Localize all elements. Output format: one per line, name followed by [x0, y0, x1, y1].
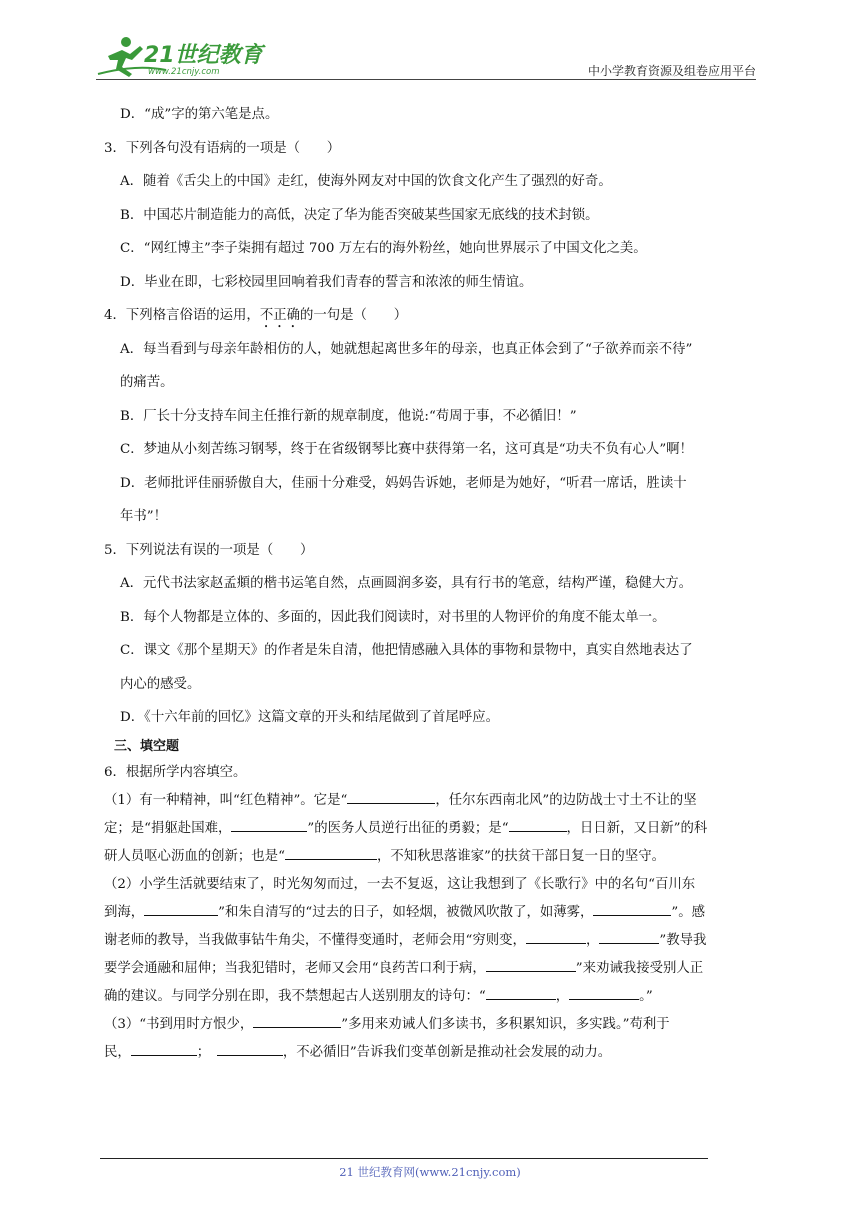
q6-p2-line4: 要学会通融和屈伸；当我犯错时，老师又会用“良药苦口利于病， ”来劝诫我接受别人正	[104, 960, 704, 976]
q5-option-c: C．课文《那个星期天》的作者是朱自清，他把情感融入具体的事物和景物中，真实自然地表达了	[120, 643, 693, 658]
q4-option-d: D．老师批评佳丽骄傲自大，佳丽十分难受，妈妈告诉她，老师是为她好，“听君一席话，胜读十	[120, 475, 687, 491]
header-divider	[96, 79, 756, 80]
fill-blank[interactable]	[285, 847, 377, 860]
fill-blank[interactable]	[131, 1043, 197, 1056]
q6-p1-line3: 研人员呕心沥血的创新；也是“ ，不知秋思落谁家”的扶贫干部日复一日的坚守。	[104, 848, 665, 864]
q5-option-c-cont: 内心的感受。	[120, 676, 201, 692]
q5-option-b: B．每个人物都是立体的、多面的，因此我们阅读时，对书里的人物评价的角度不能太单一。	[120, 609, 666, 625]
fill-blank[interactable]	[347, 791, 435, 804]
svg-text:www.21cnjy.com: www.21cnjy.com	[148, 67, 220, 77]
emphasis-text: 不正确	[259, 308, 300, 323]
q4-stem: 4．下列格言俗语的运用，不正确的一句是（ ）	[104, 308, 408, 323]
q6-p2-line3: 谢老师的教导，当我做事钻牛角尖，不懂得变通时，老师会用“穷则变， ， ”教导我	[104, 932, 707, 948]
fill-blank[interactable]	[486, 959, 576, 972]
q6-p1-line1: （1）有一种精神，叫“红色精神”。它是“ ，任尔东西南北风”的边防战士寸土不让的坚	[104, 792, 697, 808]
q4-option-c: C．梦迪从小刻苦练习钢琴，终于在省级钢琴比赛中获得第一名，这可真是“功夫不负有心人”啊！	[120, 442, 693, 457]
q5-stem: 5．下列说法有误的一项是（ ）	[104, 542, 314, 558]
fill-blank[interactable]	[486, 987, 556, 1000]
fill-blank[interactable]	[231, 819, 307, 832]
q6-p1-line2: 定；是“捐躯赴国难， ”的医务人员逆行出征的勇毅；是“ ，日日新，又日新”的科	[104, 820, 708, 836]
fill-blank[interactable]	[569, 987, 639, 1000]
q4-option-a: A．每当看到与母亲年龄相仿的人，她就想起离世多年的母亲，也真正体会到了“子欲养而亲不待”	[120, 341, 693, 357]
footer-divider	[100, 1158, 708, 1159]
q6-p2-line2: 到海， ”和朱自清写的“过去的日子，如轻烟，被微风吹散了，如薄雾， ”。感	[104, 904, 706, 920]
q2-option-d: D．“成”字的第六笔是点。	[120, 107, 279, 122]
q3-option-b: B．中国芯片制造能力的高低，决定了华为能否突破某些国家无底线的技术封锁。	[120, 207, 599, 223]
fill-blank[interactable]	[144, 903, 218, 916]
q6-p2-line1: （2）小学生活就要结束了，时光匆匆而过，一去不复返，这让我想到了《长歌行》中的名句“百川东	[104, 876, 696, 892]
q6-p3-line2: 民， ； ，不必循旧”告诉我们变革创新是推动社会发展的动力。	[104, 1044, 612, 1060]
platform-name: 中小学教育资源及组卷应用平台	[587, 64, 756, 78]
page-header	[96, 34, 756, 80]
q3-option-a: A．随着《舌尖上的中国》走红，使海外网友对中国的饮食文化产生了强烈的好奇。	[120, 174, 612, 189]
fill-blank[interactable]	[599, 931, 659, 944]
fill-blank[interactable]	[253, 1015, 341, 1028]
q4-option-b: B．厂长十分支持车间主任推行新的规章制度，他说:“苟周于事，不必循旧！”	[120, 408, 577, 424]
q6-stem: 6．根据所学内容填空。	[104, 764, 247, 780]
document-body	[104, 98, 764, 1067]
q4-option-a-cont: 的痛苦。	[120, 375, 174, 390]
q5-option-d: D．《十六年前的回忆》这篇文章的开头和结尾做到了首尾呼应。	[120, 710, 499, 725]
q4-option-d-cont: 年书”！	[120, 509, 168, 524]
q3-stem: 3．下列各句没有语病的一项是（ ）	[104, 140, 341, 156]
q6-p2-line5: 确的建议。与同学分别在即，我不禁想起古人送别朋友的诗句：“ ， 。”	[104, 988, 653, 1004]
section-heading: 三、填空题	[114, 738, 180, 754]
fill-blank[interactable]	[526, 931, 586, 944]
q6-p3-line1: （3）“书到用时方恨少， ”多用来劝诫人们多读书，多积累知识，多实践。”苟利于	[104, 1016, 670, 1032]
fill-blank[interactable]	[593, 903, 671, 916]
q3-option-c: C．“网红博主”李子柒拥有超过 700 万左右的海外粉丝，她向世界展示了中国文化之美。	[120, 241, 647, 256]
logo-21cnjy	[96, 34, 266, 78]
q3-option-d: D．毕业在即，七彩校园里回响着我们青春的誓言和浓浓的师生情谊。	[120, 274, 533, 290]
footer-link[interactable]: 21 世纪教育网(www.21cnjy.com)	[339, 1165, 521, 1179]
fill-blank[interactable]	[217, 1043, 283, 1056]
fill-blank[interactable]	[509, 819, 567, 832]
svg-text:21世纪教育: 21世纪教育	[144, 43, 263, 68]
q5-option-a: A．元代书法家赵孟頫的楷书运笔自然，点画圆润多姿，具有行书的笔意，结构严谨，稳健大方。	[120, 576, 693, 591]
